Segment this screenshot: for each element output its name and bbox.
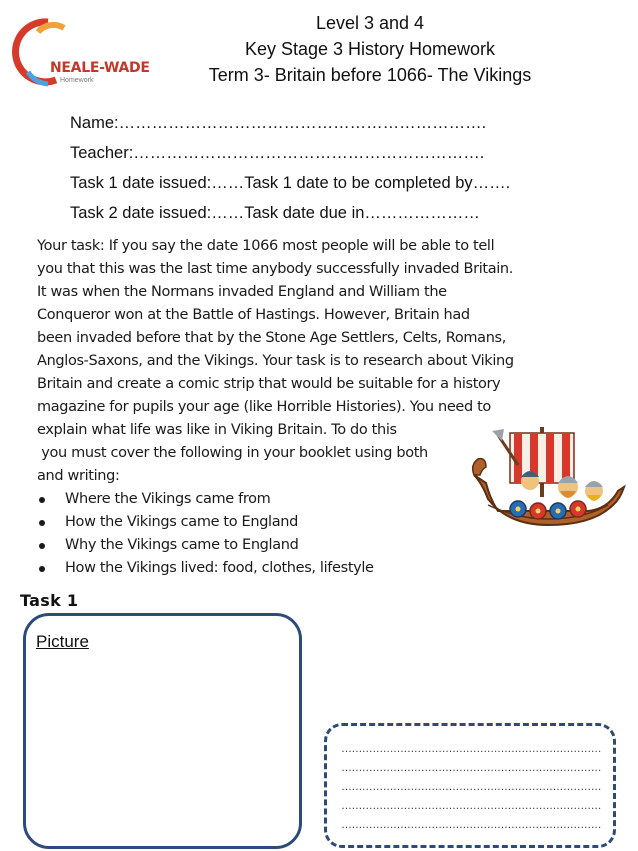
dotted-line[interactable]: ………………………………………………………………… [341, 819, 602, 831]
task2-dates-field[interactable]: Task 2 date issued:……Task date due in………………… [70, 204, 480, 222]
stage-title: Key Stage 3 History Homework [244, 39, 496, 59]
viking-longship-illustration [468, 425, 628, 540]
picture-box[interactable] [23, 613, 302, 849]
task-line: Britain and create a comic strip that would be suitable for a history [37, 376, 501, 392]
task-line: Anglos-Saxons, and the Vikings. Your task is to research about Viking [37, 353, 514, 369]
task-line: explain what life was like in Viking Britain. To do this [37, 422, 397, 438]
task-line: you must cover the following in your booklet using both [37, 445, 428, 461]
task-line: It was when the Normans invaded England and William the [37, 284, 447, 300]
bullet-item: Why the Vikings came to England [37, 534, 597, 557]
logo-subtitle: Homework [60, 77, 94, 84]
dotted-line[interactable]: ………………………………………………………………… [341, 762, 602, 774]
task1-dates-field[interactable]: Task 1 date issued:……Task 1 date to be completed by……. [70, 174, 511, 192]
dotted-line[interactable]: ………………………………………………………………… [341, 800, 602, 812]
dotted-line[interactable]: ………………………………………………………………… [341, 743, 602, 755]
task-line: and writing: [37, 468, 120, 484]
task-line: Your task: If you say the date 1066 most people will be able to tell [37, 238, 495, 254]
task1-heading: Task 1 [20, 591, 79, 610]
teacher-field[interactable]: Teacher:………………………………………………………. [70, 144, 485, 162]
bullet-item: How the Vikings lived: food, clothes, lifestyle [37, 557, 597, 580]
level-title: Level 3 and 4 [315, 13, 425, 33]
name-field[interactable]: Name:…………………………………………………………. [70, 114, 487, 132]
task-line: magazine for pupils your age (like Horrible Histories). You need to [37, 399, 491, 415]
task-line: been invaded before that by the Stone Age Settlers, Celts, Romans, [37, 330, 507, 346]
dotted-line[interactable]: ………………………………………………………………… [341, 781, 602, 793]
student-fields [70, 108, 590, 228]
page-header [110, 10, 630, 88]
term-title: Term 3- Britain before 1066- The Vikings [208, 65, 532, 85]
dotted-lines [341, 740, 603, 835]
task-line: you that this was the last time anybody successfully invaded Britain. [37, 261, 514, 277]
task-line: Conqueror won at the Battle of Hastings. However, Britain had [37, 307, 470, 323]
bullet-item: How the Vikings came to England [37, 511, 597, 534]
logo-name: NEALE-WADE [50, 60, 150, 76]
picture-label: Picture [36, 632, 89, 651]
bullet-item: Where the Vikings came from [37, 488, 597, 511]
writing-box[interactable] [324, 723, 616, 848]
